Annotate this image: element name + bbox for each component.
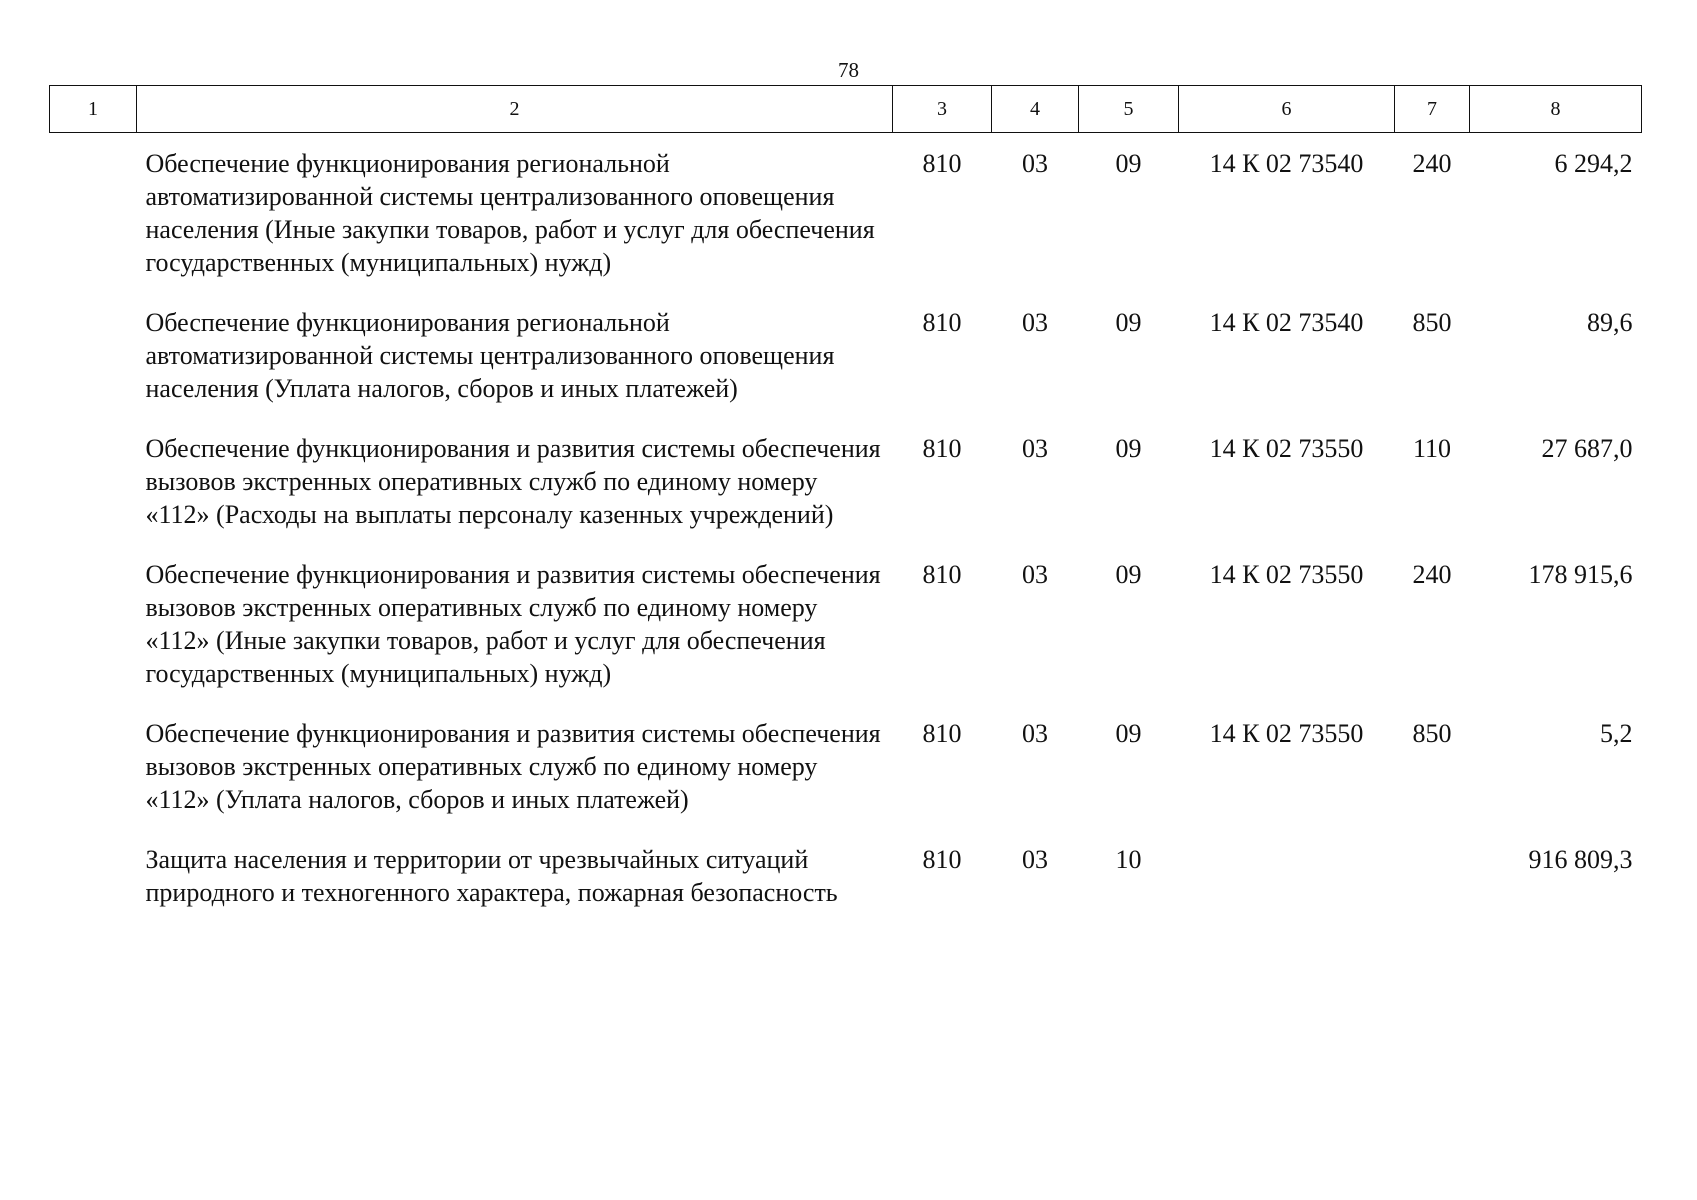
row-number bbox=[50, 418, 137, 544]
header-cell-8: 8 bbox=[1470, 86, 1642, 133]
expense-description: Обеспечение функционирования региональной автоматизированной системы централизованного оповещения населения (Иные закупки товаров, работ и услуг для обеспечения государственных (муниципальных) нужд) bbox=[145, 149, 875, 277]
expense-type-code: 110 bbox=[1412, 434, 1452, 463]
expense-type-code bbox=[1395, 829, 1470, 922]
header-cell-4: 4 bbox=[992, 86, 1079, 133]
expense-type-code: 850 bbox=[1412, 308, 1452, 337]
target-article-code: 14 К 02 73550 bbox=[1209, 719, 1364, 748]
table-row bbox=[50, 292, 1642, 418]
header-cell-3: 3 bbox=[893, 86, 992, 133]
section-code: 03 bbox=[1022, 560, 1048, 589]
expense-description: Обеспечение функционирования региональной автоматизированной системы централизованного оповещения населения (Уплата налогов, сборов и иных платежей) bbox=[145, 308, 835, 403]
subsection-code: 09 bbox=[1115, 149, 1142, 178]
ministry-code: 810 bbox=[922, 308, 962, 337]
ministry-code: 810 bbox=[922, 434, 962, 463]
amount: 89,6 bbox=[1587, 308, 1633, 337]
table-header-row bbox=[50, 86, 1642, 133]
row-number bbox=[50, 133, 137, 293]
target-article-code: 14 К 02 73550 bbox=[1209, 434, 1364, 463]
budget-table bbox=[49, 85, 1642, 922]
page-number: 78 bbox=[838, 58, 859, 82]
table-row bbox=[50, 133, 1642, 293]
header-cell-6: 6 bbox=[1179, 86, 1395, 133]
expense-description: Защита населения и территории от чрезвычайных ситуаций природного и техногенного характера, пожарная безопасность bbox=[145, 845, 838, 907]
table-row bbox=[50, 544, 1642, 703]
target-article-code bbox=[1179, 829, 1395, 922]
subsection-code: 10 bbox=[1115, 845, 1142, 874]
amount: 916 809,3 bbox=[1528, 845, 1633, 874]
amount: 6 294,2 bbox=[1554, 149, 1633, 178]
section-code: 03 bbox=[1022, 845, 1048, 874]
table-row bbox=[50, 703, 1642, 829]
subsection-code: 09 bbox=[1115, 434, 1142, 463]
row-number bbox=[50, 829, 137, 922]
row-number bbox=[50, 292, 137, 418]
subsection-code: 09 bbox=[1115, 560, 1142, 589]
expense-description: Обеспечение функционирования и развития системы обеспечения вызовов экстренных оперативных служб по единому номеру «112» (Уплата налогов, сборов и иных платежей) bbox=[145, 719, 881, 814]
expense-type-code: 850 bbox=[1412, 719, 1452, 748]
section-code: 03 bbox=[1022, 719, 1048, 748]
table-row bbox=[50, 418, 1642, 544]
row-number bbox=[50, 703, 137, 829]
amount: 178 915,6 bbox=[1528, 560, 1633, 589]
expense-type-code: 240 bbox=[1412, 560, 1452, 589]
ministry-code: 810 bbox=[922, 149, 962, 178]
subsection-code: 09 bbox=[1115, 308, 1142, 337]
header-cell-7: 7 bbox=[1395, 86, 1470, 133]
target-article-code: 14 К 02 73540 bbox=[1209, 308, 1364, 337]
header-cell-5: 5 bbox=[1079, 86, 1179, 133]
header-cell-2: 2 bbox=[137, 86, 893, 133]
amount: 5,2 bbox=[1600, 719, 1633, 748]
target-article-code: 14 К 02 73540 bbox=[1209, 149, 1364, 178]
ministry-code: 810 bbox=[922, 560, 962, 589]
expense-description: Обеспечение функционирования и развития системы обеспечения вызовов экстренных оперативных служб по единому номеру «112» (Расходы на выплаты персоналу казенных учреждений) bbox=[145, 434, 881, 529]
row-number bbox=[50, 544, 137, 703]
target-article-code: 14 К 02 73550 bbox=[1209, 560, 1364, 589]
section-code: 03 bbox=[1022, 149, 1048, 178]
table-row bbox=[50, 829, 1642, 922]
ministry-code: 810 bbox=[922, 845, 962, 874]
section-code: 03 bbox=[1022, 434, 1048, 463]
section-code: 03 bbox=[1022, 308, 1048, 337]
amount: 27 687,0 bbox=[1541, 434, 1633, 463]
subsection-code: 09 bbox=[1115, 719, 1142, 748]
expense-type-code: 240 bbox=[1412, 149, 1452, 178]
ministry-code: 810 bbox=[922, 719, 962, 748]
expense-description: Обеспечение функционирования и развития системы обеспечения вызовов экстренных оперативных служб по единому номеру «112» (Иные закупки товаров, работ и услуг для обеспечения государственных (муниципальных) нужд) bbox=[145, 560, 881, 688]
header-cell-1: 1 bbox=[50, 86, 137, 133]
